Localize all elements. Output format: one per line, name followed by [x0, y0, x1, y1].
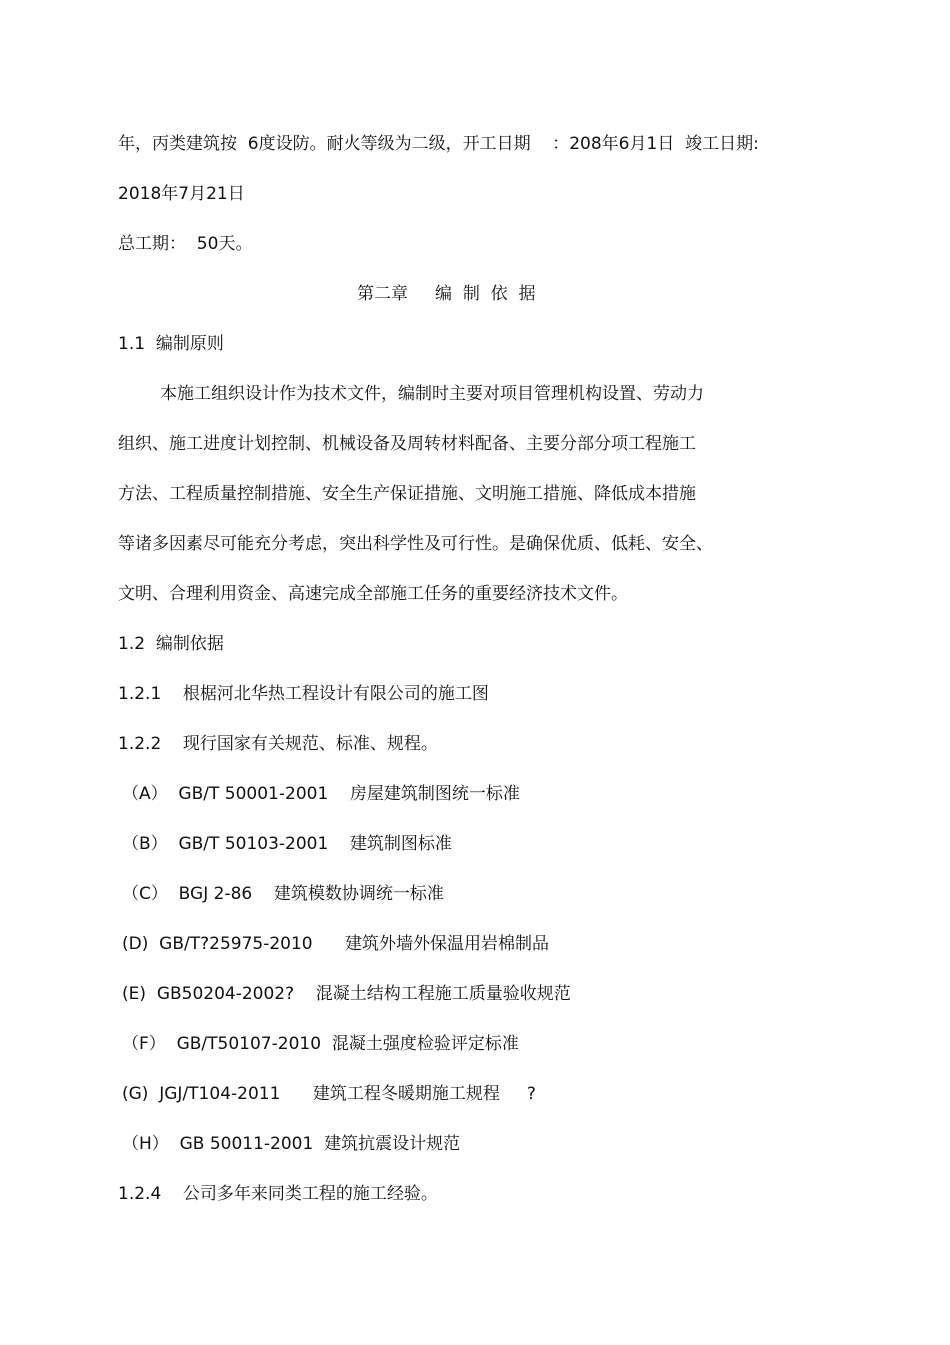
standard-item: (E) GB50204-2002? 混凝土结构工程施工质量验收规范	[122, 984, 571, 1004]
total-period: 总工期： 50天。	[118, 234, 253, 254]
item-1-2-1: 1.2.1 根椐河北华热工程设计有限公司的施工图	[118, 684, 489, 704]
chapter-title: 第二章 编 制 依 据	[357, 284, 536, 304]
item-1-2-4: 1.2.4 公司多年来同类工程的施工经验。	[118, 1184, 438, 1204]
section-title: 编制依据	[155, 634, 224, 654]
paragraph-line: 组织、施工进度计划控制、机械设备及周转材料配备、主要分部分项工程施工	[118, 434, 696, 454]
item-1-2-2: 1.2.2 现行国家有关规范、标准、规程。	[118, 734, 438, 754]
section-heading-1-1	[118, 333, 224, 355]
standard-item: （A） GB/T 50001-2001 房屋建筑制图统一标准	[122, 784, 520, 804]
section-number: 1.1	[118, 334, 146, 354]
standard-item: （B） GB/T 50103-2001 建筑制图标准	[122, 834, 452, 854]
paragraph-line: 方法、工程质量控制措施、安全生产保证措施、文明施工措施、降低成本措施	[118, 484, 696, 504]
standard-item: (D) GB/T?25975-2010 建筑外墙外保温用岩棉制品	[122, 934, 550, 954]
standard-item: （C） BGJ 2-86 建筑模数协调统一标准	[122, 884, 444, 904]
paragraph-line: 本施工组织设计作为技术文件，编制时主要对项目管理机构设置、劳动力	[160, 384, 704, 404]
section-number: 1.2	[118, 634, 146, 654]
section-title: 编制原则	[155, 334, 224, 354]
intro-line-2: 2018年7月21日	[118, 184, 245, 204]
standard-item: (G) JGJ/T104-2011 建筑工程冬暖期施工规程 ?	[122, 1084, 536, 1104]
section-heading-1-2	[118, 633, 224, 655]
standard-item: （H） GB 50011-2001 建筑抗震设计规范	[122, 1134, 461, 1154]
paragraph-line: 等诸多因素尽可能充分考虑，突出科学性及可行性。是确保优质、低耗、安全、	[118, 534, 713, 554]
intro-line-1: 年，丙类建筑按 6度设防。耐火等级为二级，开工日期 ：208年6月1日 竣工日期:	[118, 134, 759, 154]
standard-item: （F） GB/T50107-2010 混凝土强度检验评定标准	[122, 1034, 519, 1054]
paragraph-line: 文明、合理利用资金、高速完成全部施工任务的重要经济技术文件。	[118, 584, 628, 604]
